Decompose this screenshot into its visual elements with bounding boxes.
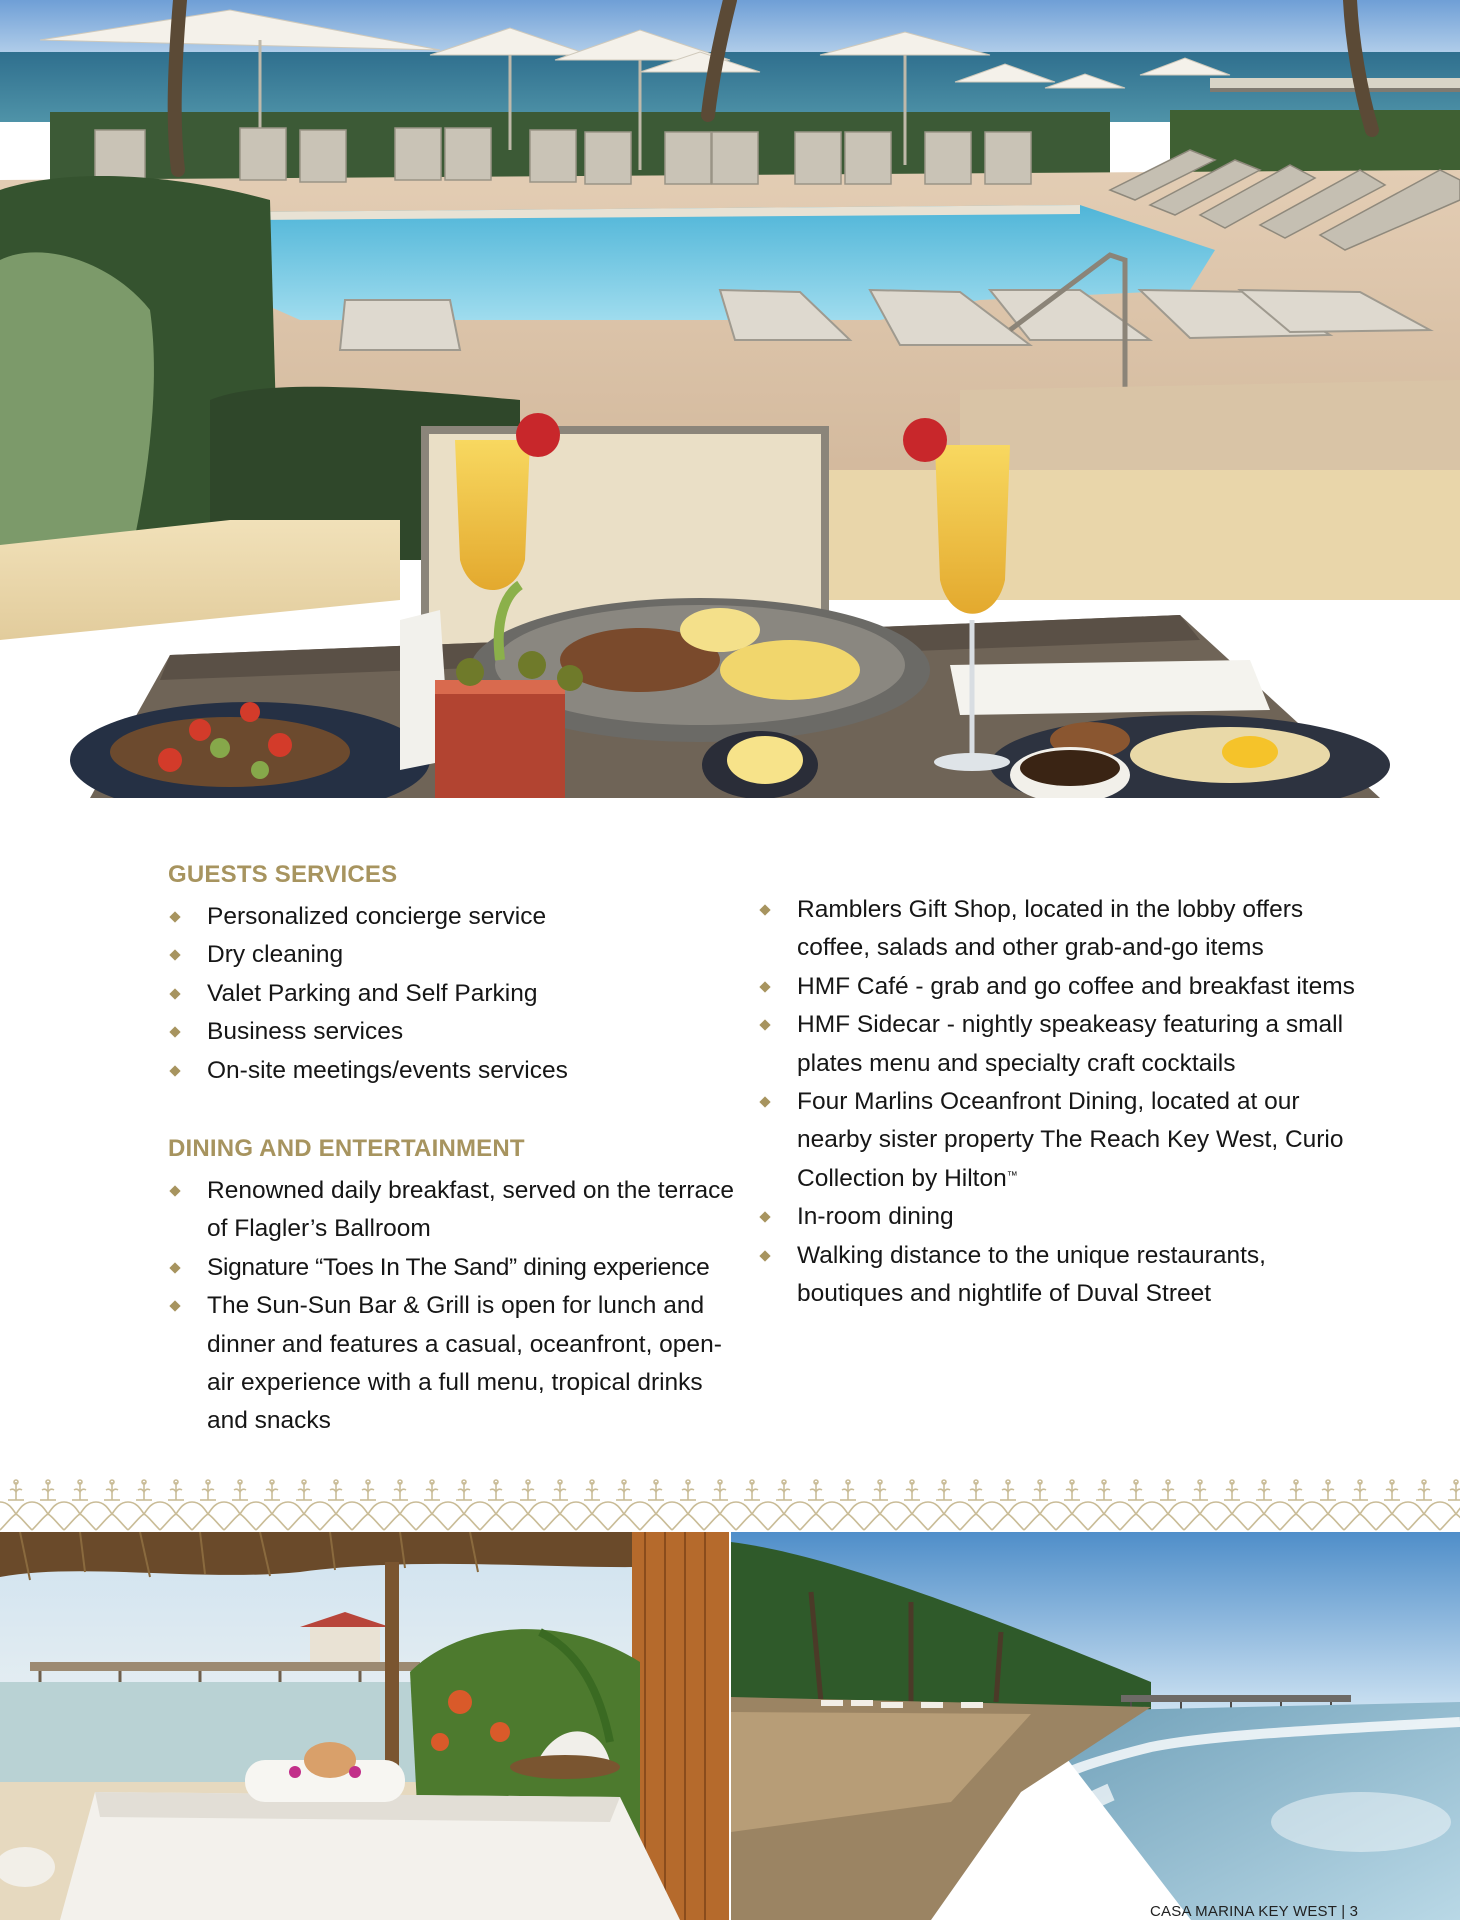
diamond-bullet-icon (759, 981, 770, 992)
list-item: HMF Sidecar - nightly speakeasy featuring a small plates menu and specialty craft cocktails (758, 1006, 1358, 1083)
diamond-bullet-icon (169, 1027, 180, 1038)
list-item: Renowned daily breakfast, served on the terrace of Flagler’s Ballroom (168, 1172, 748, 1249)
diamond-bullet-icon (169, 1185, 180, 1196)
diamond-bullet-icon (169, 1262, 180, 1273)
list-item: Personalized concierge service (168, 898, 748, 936)
diamond-bullet-icon (169, 911, 180, 922)
diamond-bullet-icon (169, 1065, 180, 1076)
dining-list-left (168, 1172, 748, 1441)
list-item: Business services (168, 1013, 748, 1051)
diamond-bullet-icon (169, 950, 180, 961)
list-item: Valet Parking and Self Parking (168, 975, 748, 1013)
right-column (758, 891, 1358, 1313)
diamond-bullet-icon (169, 1301, 180, 1312)
list-item: Signature “Toes In The Sand” dining experience (168, 1249, 748, 1287)
guest-services-heading: GUESTS SERVICES (168, 861, 398, 888)
section-spacer (168, 1090, 748, 1132)
footer-page-label: CASA MARINA KEY WEST | 3 (1150, 1903, 1359, 1920)
list-item: Walking distance to the unique restaurants, boutiques and nightlife of Duval Street (758, 1237, 1358, 1314)
beach-photo (731, 1532, 1460, 1920)
list-item: Ramblers Gift Shop, located in the lobby offers coffee, salads and other grab-and-go items (758, 891, 1358, 968)
hero-photo-pool-breakfast (0, 0, 1460, 798)
list-item: Dry cleaning (168, 936, 748, 974)
spa-cabana-photo (0, 1532, 729, 1920)
list-item: The Sun-Sun Bar & Grill is open for lunch and dinner and features a casual, oceanfront, open-air experience with a full menu, tropical drinks and snacks (168, 1287, 748, 1441)
left-column (168, 858, 748, 1441)
list-item: In-room dining (758, 1198, 1358, 1236)
list-item: Four Marlins Oceanfront Dining, located at our nearby sister property The Reach Key West, Curio Collection by Hilton™ (758, 1083, 1358, 1198)
dining-list-right (758, 891, 1358, 1313)
diamond-bullet-icon (759, 1096, 770, 1107)
list-item: On-site meetings/events services (168, 1052, 748, 1090)
diamond-bullet-icon (759, 1020, 770, 1031)
guest-services-list (168, 898, 748, 1090)
list-item: HMF Café - grab and go coffee and breakfast items (758, 968, 1358, 1006)
diamond-bullet-icon (169, 988, 180, 999)
diamond-bullet-icon (759, 904, 770, 915)
ornament-band (0, 1478, 1460, 1532)
fleur-ornament-icon (0, 1478, 1460, 1532)
dining-heading: DINING AND ENTERTAINMENT (168, 1135, 525, 1163)
diamond-bullet-icon (759, 1212, 770, 1223)
trademark-symbol: ™ (1006, 1169, 1018, 1182)
diamond-bullet-icon (759, 1250, 770, 1261)
